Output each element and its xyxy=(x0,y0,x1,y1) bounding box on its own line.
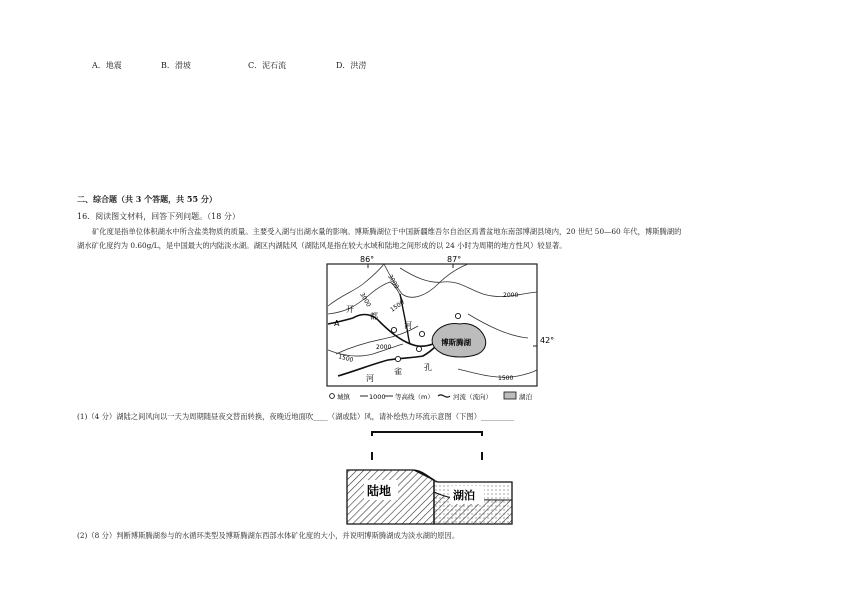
qi-label: 雀 xyxy=(394,367,402,376)
city-marker xyxy=(455,313,460,318)
longitude-87-label: 87° xyxy=(447,255,462,264)
he-label-1: 河 xyxy=(404,321,412,330)
option-d: D．洪涝 xyxy=(336,61,367,70)
legend-city-label: 城镇 xyxy=(337,393,350,401)
thermal-circulation-diagram xyxy=(342,428,517,528)
kai-label: 开 xyxy=(346,305,354,314)
contour-2000a-label: 2000 xyxy=(503,292,519,299)
lake-name-label: 博斯腾湖 xyxy=(441,338,471,347)
legend-lake-label: 湖泊 xyxy=(519,393,532,401)
du-label: 都 xyxy=(370,312,378,321)
option-c: C．泥石流 xyxy=(248,61,287,70)
city-marker xyxy=(395,356,400,361)
latitude-42-label: 42° xyxy=(540,336,555,345)
longitude-86-label: 86° xyxy=(360,255,375,264)
legend-lake-icon xyxy=(504,392,516,399)
contour-3000a-label: 3000 xyxy=(358,291,372,309)
question-16-paragraph-1: 矿化度是指单位体积湖水中所含盐类物质的质量。主要受入湖与出湖水量的影响。博斯腾湖位于中国新疆维吾尔自治区焉耆盆地东南部博湖县境内，20 世纪 50—60 年代，博斯腾湖的 xyxy=(92,227,682,236)
city-marker xyxy=(419,331,424,336)
legend-contour-label: 等高线（m） xyxy=(395,393,434,401)
sub-question-2: (2)（8 分）判断博斯腾湖参与的水循环类型及博斯腾湖东西部水体矿化度的大小，并说明博斯腾湖成为淡水湖的原因。 xyxy=(77,531,460,540)
contour-2000b-label: 2000 xyxy=(376,344,392,351)
bosten-lake-map xyxy=(318,254,558,412)
sub-question-1: (1)（4 分）湖陆之间风向以一天为周期随昼夜交替而转换，夜晚近地面吹____（湖或陆）风，请补绘热力环流示意图（下图）_________ xyxy=(77,412,514,421)
contour-1500a-label: 1500 xyxy=(389,299,406,314)
option-a: A．地震 xyxy=(92,61,122,70)
option-b: B．滑坡 xyxy=(161,61,191,70)
question-16-intro: 16．阅读图文材料，回答下列问题。（18 分） xyxy=(77,212,240,221)
he-label-2: 河 xyxy=(366,374,374,383)
contour-3000b-label: 3000 xyxy=(386,273,400,291)
lake-label: 湖泊 xyxy=(453,489,475,502)
city-marker xyxy=(416,346,421,351)
question-16-paragraph-2: 湖水矿化度约为 0.60g/L，是中国最大的内陆淡水湖。湖区内湖陆风（湖陆风是指在较大水域和陆地之间形成的以 24 小时为周期的地方性风）较显著。 xyxy=(77,241,567,250)
legend-river-label: 河流（流向） xyxy=(453,393,492,401)
legend-river-icon xyxy=(438,395,450,397)
place-a-label: A xyxy=(334,319,340,328)
circulation-frame[interactable] xyxy=(372,432,482,460)
city-marker xyxy=(391,327,396,332)
map-legend xyxy=(330,392,533,401)
legend-contour-value: 1000 xyxy=(369,393,386,401)
land-label: 陆地 xyxy=(367,484,392,498)
legend-city-icon xyxy=(330,394,335,399)
contour-1500c-label: 1500 xyxy=(498,375,514,382)
contour-1500b-label: 1500 xyxy=(337,353,355,364)
section-heading: 二、综合题（共 3 个答题，共 55 分） xyxy=(77,194,217,204)
kong-label: 孔 xyxy=(424,363,432,372)
